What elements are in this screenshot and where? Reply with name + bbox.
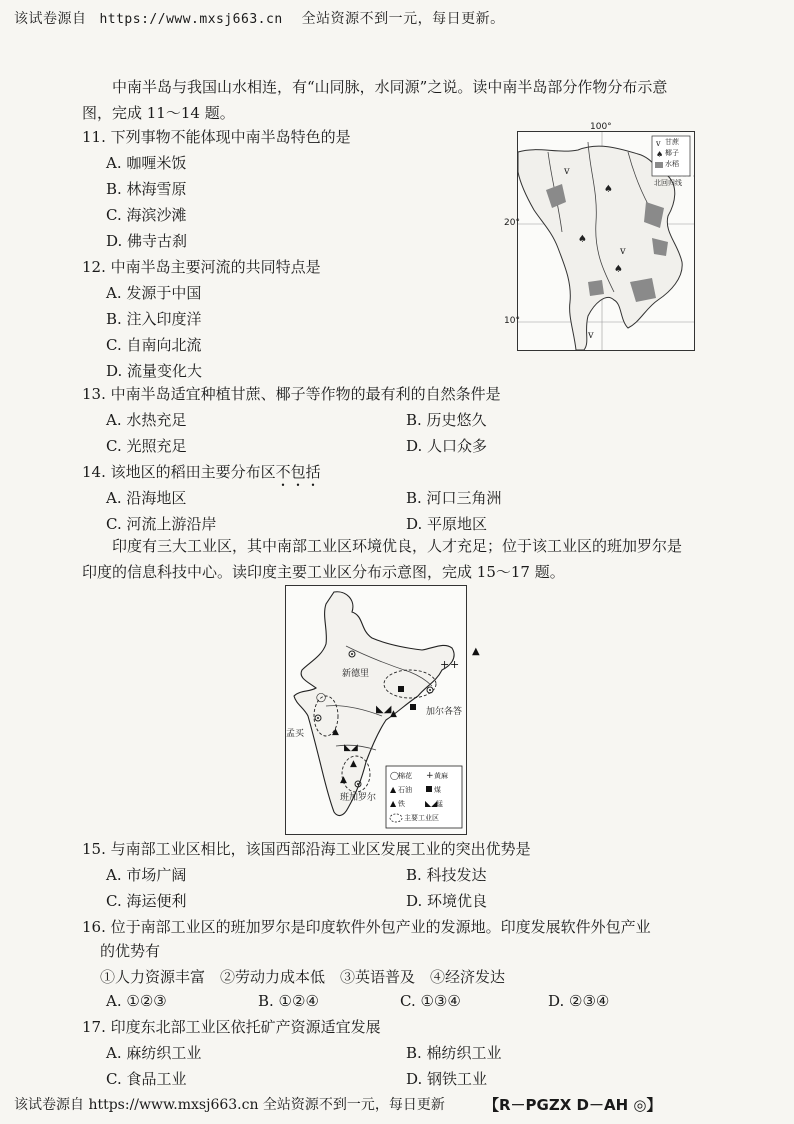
q11-option-c: C. 海滨沙滩 [106,206,187,224]
q12-option-d: D. 流量变化大 [106,362,203,380]
q11-option-d: D. 佛寺古刹 [106,232,188,250]
legend-sugarcane: 甘蔗 [665,138,679,146]
q15-option-d: D. 环境优良 [406,892,488,910]
q11-option-b: B. 林海雪原 [106,180,187,198]
legend-manganese: 锰 [436,800,443,808]
svg-text:ⅴ: ⅴ [588,330,594,341]
q14-option-d: D. 平原地区 [406,515,488,533]
intro-paragraph-1: 中南半岛与我国山水相连，有“山同脉，水同源”之说。读中南半岛部分作物分布示意图，完成 11～14 题。 [82,78,668,122]
q14-emphasis: 不包括 [275,463,321,481]
svg-text:▲: ▲ [472,646,480,657]
q14-option-b: B. 河口三角洲 [406,489,502,507]
footer-code: 【R－PGZX D－AH ◎】 [484,1096,662,1114]
svg-text:♠: ♠ [656,150,664,159]
longitude-100-label: 100° [590,122,612,132]
q14-option-a: A. 沿海地区 [106,489,187,507]
legend-industrial-zone: 主要工业区 [404,814,439,822]
header-url[interactable]: https://www.mxsj663.cn [99,12,283,27]
city-new-delhi: 新德里 [342,669,370,679]
q14-option-c: C. 河流上游沿岸 [106,515,217,533]
legend-cotton: 棉花 [398,772,412,780]
svg-text:▲: ▲ [390,799,397,808]
q17-option-d: D. 钢铁工业 [406,1070,488,1088]
intro-paragraph-2: 印度有三大工业区，其中南部工业区环境优良，人才充足；位于该工业区的班加罗尔是印度的信息科技中心。读印度主要工业区分布示意图，完成 15～17 题。 [82,537,683,581]
svg-text:▲: ▲ [390,709,397,719]
q15-option-a: A. 市场广阔 [106,866,187,884]
question-16-line-1: 16. 位于南部工业区的班加罗尔是印度软件外包产业的发源地。印度发展软件外包产业 [82,918,651,936]
question-13: 13. 中南半岛适宜种植甘蔗、椰子等作物的最有利的自然条件是 [82,385,501,403]
legend-iron: 铁 [398,800,405,808]
question-12: 12. 中南半岛主要河流的共同特点是 [82,258,321,276]
latitude-20-label: 20° [504,218,520,228]
tropic-of-cancer-label: 北回归线 [654,179,682,187]
svg-text:+: + [426,771,434,781]
q17-option-a: A. 麻纺织工业 [106,1044,202,1062]
svg-text:ⅴ: ⅴ [620,246,626,257]
india-industry-map [285,585,480,835]
question-16-line-2: 的优势有 [100,942,161,960]
q16-option-b: B. ①②④ [258,992,319,1010]
q16-option-d: D. ②③④ [548,992,610,1010]
question-14 [82,461,321,490]
svg-text:▲: ▲ [332,727,339,737]
question-17: 17. 印度东北部工业区依托矿产资源适宜发展 [82,1018,381,1036]
q12-option-a: A. 发源于中国 [106,284,202,302]
city-mumbai: 孟买 [286,729,305,739]
svg-text:▲: ▲ [390,785,397,794]
latitude-10-label: 10° [504,316,520,326]
footer-watermark: 该试卷源自 https://www.mxsj663.cn 全站资源不到一元，每日更新 [14,1097,445,1113]
indochina-crop-map [504,122,695,351]
svg-text:+: + [450,658,460,671]
header-site: 该试卷源自 [14,11,87,27]
svg-text:◣◢: ◣◢ [376,704,392,715]
q16-option-a: A. ①②③ [106,992,167,1010]
q13-option-b: B. 历史悠久 [406,411,487,429]
svg-text:+: + [440,658,450,671]
q13-option-c: C. 光照充足 [106,437,187,455]
legend-coal: 煤 [434,786,441,794]
question-11: 11. 下列事物不能体现中南半岛特色的是 [82,128,351,146]
svg-text:♠: ♠ [604,184,613,195]
city-kolkata: 加尔各答 [426,707,463,717]
svg-text:ⅴ: ⅴ [564,166,570,177]
q13-option-d: D. 人口众多 [406,437,488,455]
legend-rice: 水稻 [665,160,679,168]
q15-option-c: C. 海运便利 [106,892,187,910]
page-footer [14,1094,784,1114]
q11-option-a: A. 咖喱米饭 [106,154,187,172]
q12-option-c: C. 自南向北流 [106,336,202,354]
q17-option-c: C. 食品工业 [106,1070,187,1088]
q17-option-b: B. 棉纺织工业 [406,1044,502,1062]
q15-option-b: B. 科技发达 [406,866,487,884]
svg-text:ⅴ: ⅴ [656,139,661,148]
city-bangalore: 班加罗尔 [340,793,377,803]
legend-coconut: 椰子 [665,149,679,157]
header-note: 全站资源不到一元，每日更新。 [301,11,505,27]
legend-jute: 黄麻 [434,772,448,780]
svg-text:◣◢: ◣◢ [344,743,358,753]
svg-text:♠: ♠ [614,264,623,275]
question-15: 15. 与南部工业区相比，该国西部沿海工业区发展工业的突出优势是 [82,840,531,858]
q16-option-c: C. ①③④ [400,992,461,1010]
q13-option-a: A. 水热充足 [106,411,187,429]
svg-text:◯: ◯ [390,771,399,780]
q12-option-b: B. 注入印度洋 [106,310,202,328]
svg-text:♠: ♠ [578,234,587,245]
svg-text:◯: ◯ [316,693,327,703]
q14-stem: 14. 该地区的稻田主要分布区 [82,463,276,481]
legend-oil: 石油 [398,786,412,794]
svg-text:▲: ▲ [340,775,347,785]
page-header [14,8,505,28]
svg-text:▲: ▲ [350,759,357,769]
svg-text:◣◢: ◣◢ [425,799,438,808]
q16-statements: ①人力资源丰富 ②劳动力成本低 ③英语普及 ④经济发达 [100,968,506,986]
